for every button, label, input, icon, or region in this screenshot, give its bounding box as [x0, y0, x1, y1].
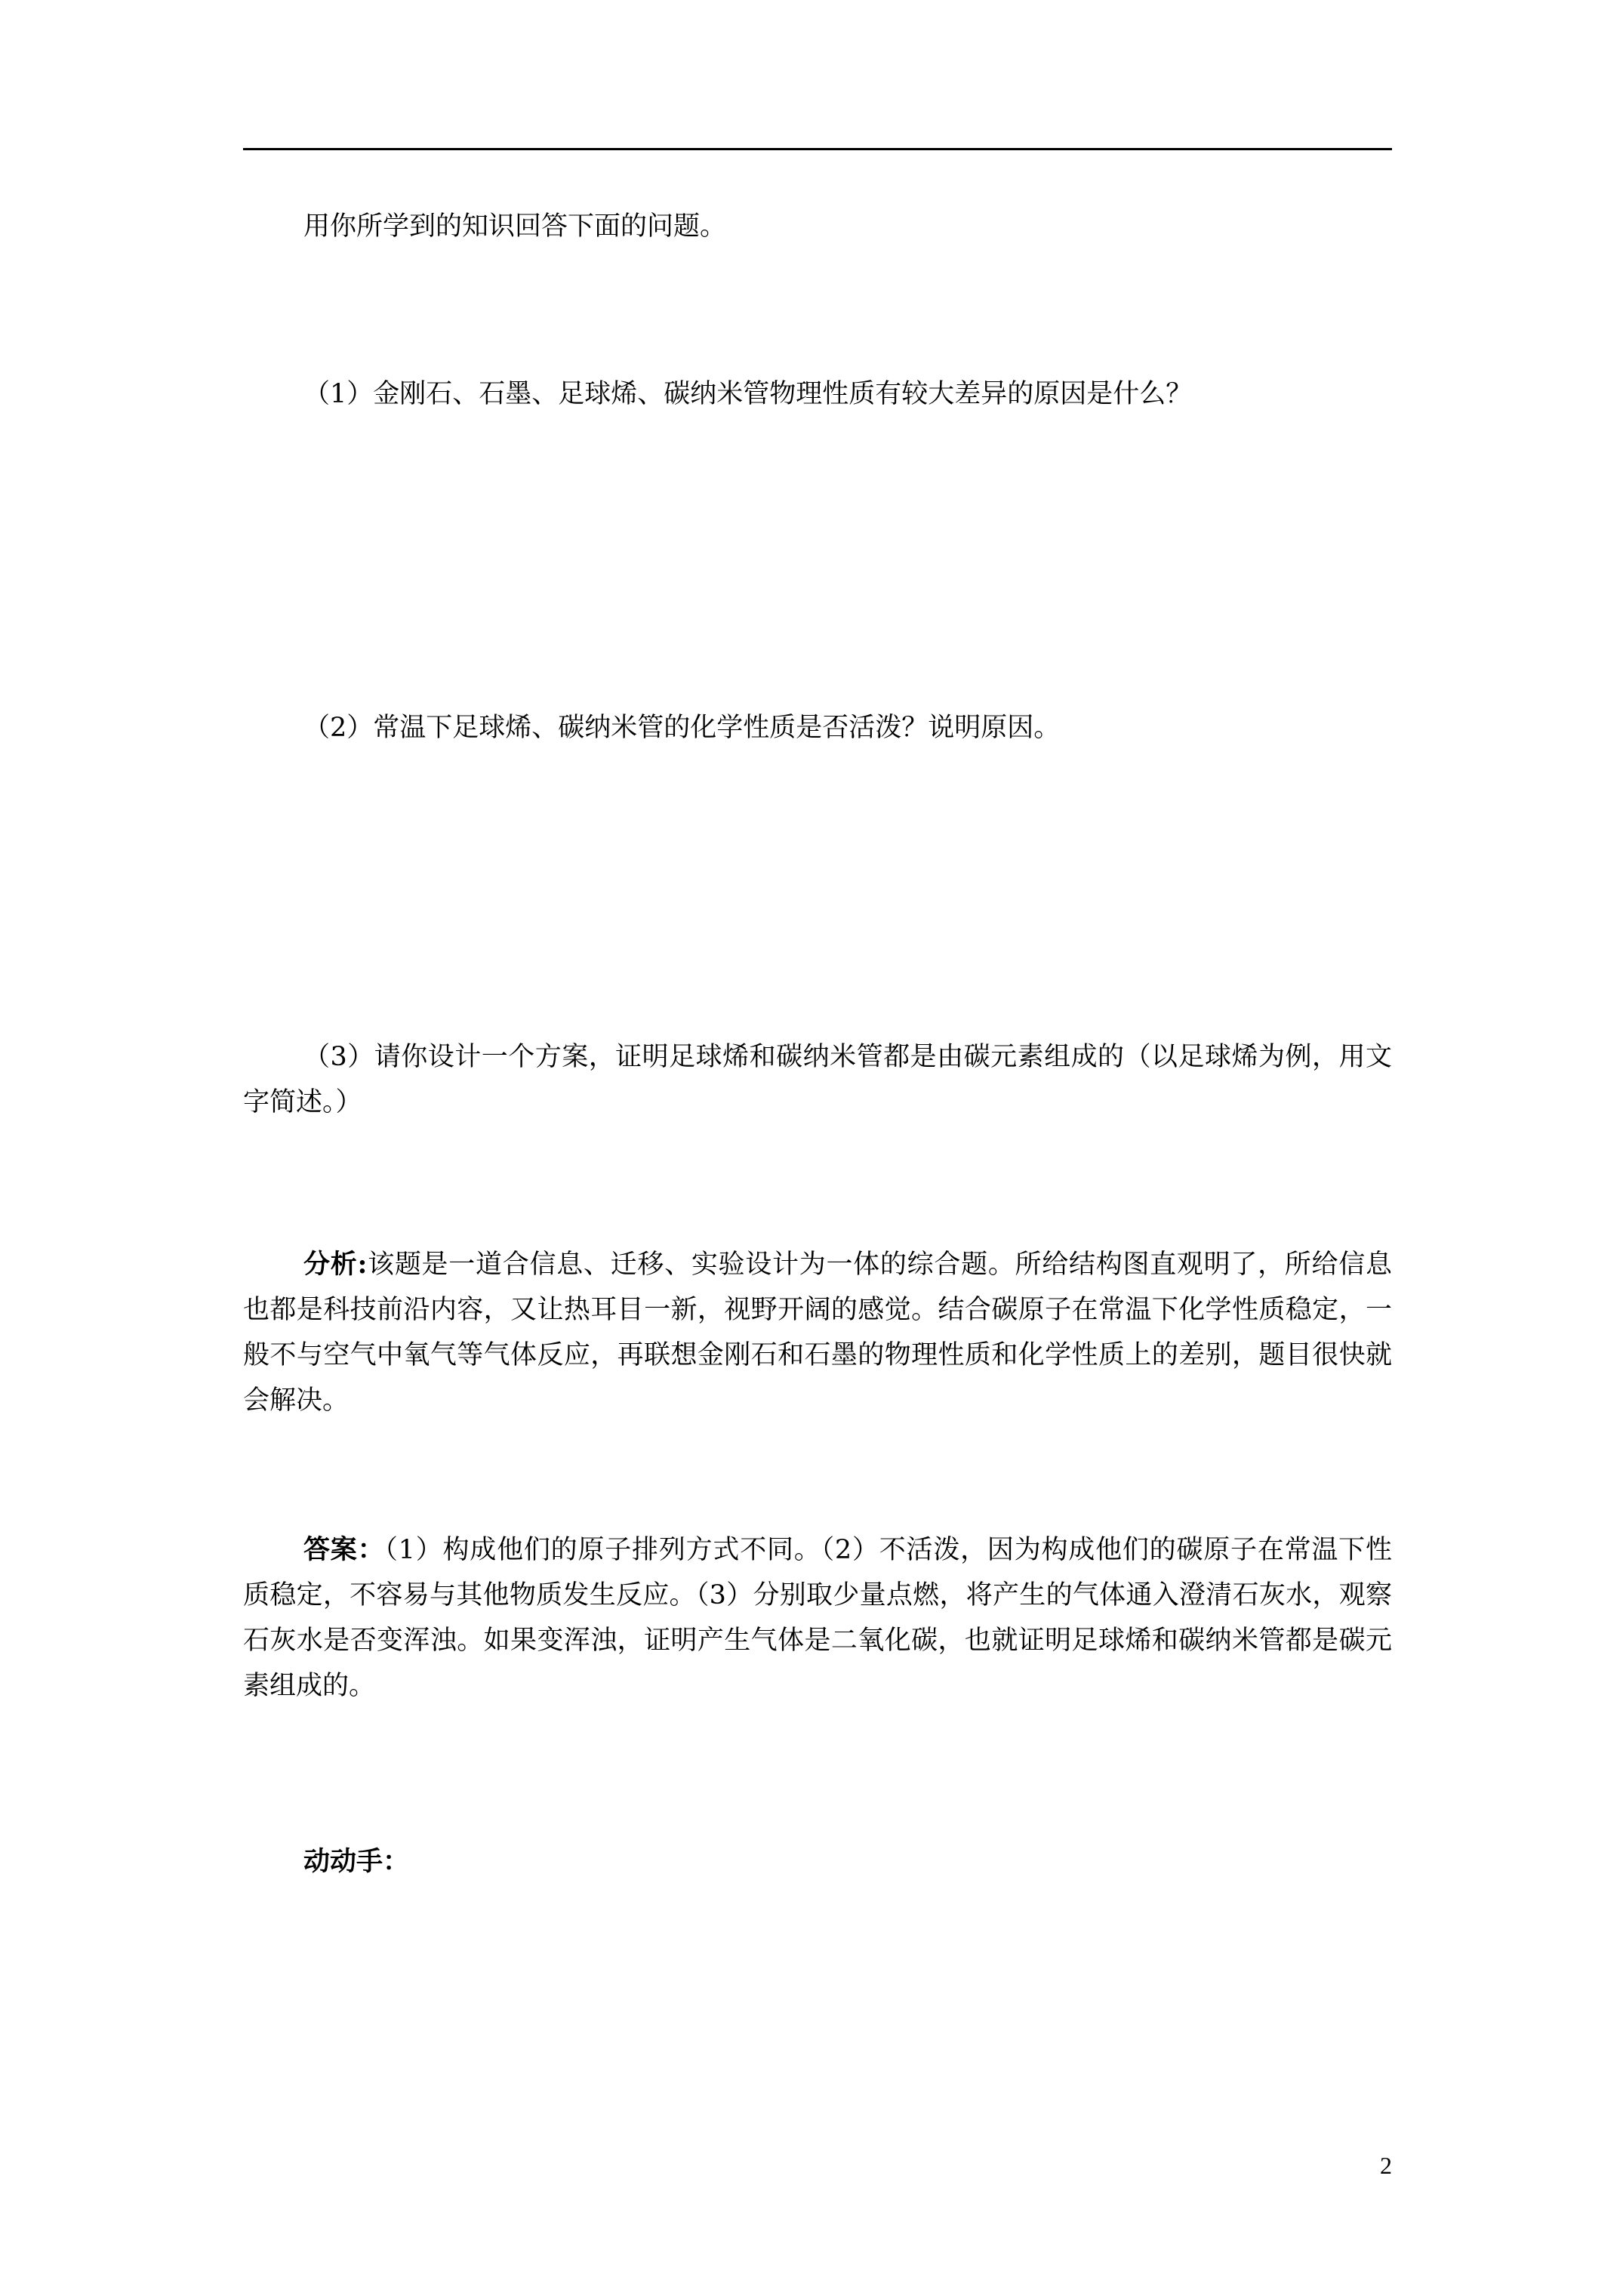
intro-text: 用你所学到的知识回答下面的问题。 — [303, 211, 727, 242]
question-3: （3）请你设计一个方案，证明足球烯和碳纳米管都是由碳元素组成的（以足球烯为例，用文字简述。） — [243, 1042, 1392, 1117]
analysis-text: 该题是一道合信息、迁移、实验设计为一体的综合题。所给结构图直观明了，所给信息也都是科技前沿内容，又让热耳目一新，视野开阔的感觉。结合碳原子在常温下化学性质稳定，一般不与空气中氧气等气体反应，再联想金刚石和石墨的物理性质和化学性质上的差别，题目很快就会解决。 — [243, 1250, 1392, 1416]
hands-on-heading — [243, 1839, 1392, 1885]
hands-on-label: 动动手： — [303, 1846, 410, 1877]
analysis-label: 分析: — [303, 1249, 368, 1280]
question-1: （1）金刚石、石墨、足球烯、碳纳米管物理性质有较大差异的原因是什么？ — [303, 379, 1193, 409]
answer-label: 答案： — [303, 1534, 385, 1565]
answer-paragraph — [243, 1527, 1392, 1709]
analysis-paragraph — [243, 1242, 1392, 1423]
page-number: 2 — [1380, 2152, 1392, 2179]
answer-text: （1）构成他们的原子排列方式不同。（2）不活泼，因为构成他们的碳原子在常温下性质稳定，不容易与其他物质发生反应。（3）分别取少量点燃，将产生的气体通入澄清石灰水，观察石灰水是否变浑浊。如果变浑浊，证明产生气体是二氧化碳，也就证明足球烯和碳纳米管都是碳元素组成的。 — [243, 1535, 1392, 1701]
header-rule — [243, 148, 1392, 150]
question-2: （2）常温下足球烯、碳纳米管的化学性质是否活泼？说明原因。 — [303, 713, 1061, 743]
